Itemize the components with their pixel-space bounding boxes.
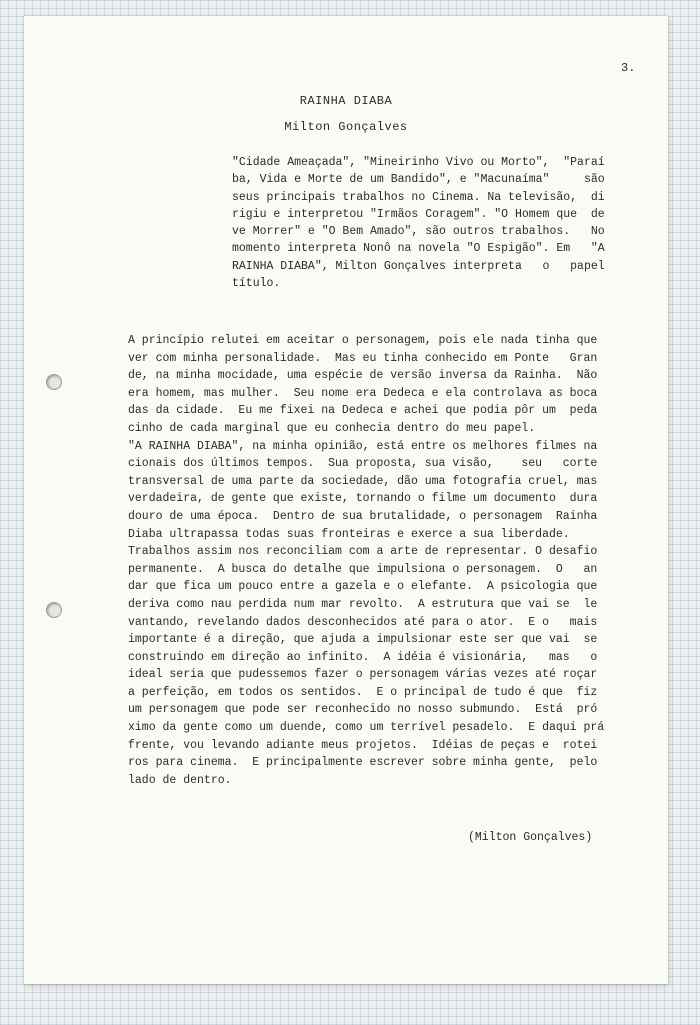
page-number: 3. (621, 61, 636, 75)
punch-hole (46, 602, 62, 618)
author-name: Milton Gonçalves (284, 120, 408, 134)
body-line: a perfeição, em todos os sentidos. E o principal de tudo é que fiz (128, 685, 598, 699)
document-title: RAINHA DIABA (299, 94, 393, 108)
intro-line: "Cidade Ameaçada", "Mineirinho Vivo ou Morto", "Paraí (232, 156, 605, 169)
body-text (128, 332, 638, 789)
body-line: construindo em direção ao infinito. A idéia é visionária, mas o (128, 650, 598, 664)
intro-line: seus principais trabalhos no Cinema. Na televisão, di (232, 190, 605, 204)
body-line: importante é a direção, que ajuda a impulsionar este ser que vai se (128, 633, 598, 647)
intro-paragraph (232, 154, 632, 292)
body-line: de, na minha mocidade, uma espécie de versão inversa da Rainha. Não (128, 369, 598, 383)
body-line: douro de uma época. Dentro de sua brutalidade, o personagem Rainha (128, 509, 598, 523)
body-line: transversal de uma parte da sociedade, dão uma fotografia cruel, mas (128, 474, 598, 488)
intro-line: título. (232, 277, 281, 291)
body-line: Diaba ultrapassa todas suas fronteiras e exerce a sua liberdade. (128, 527, 570, 541)
body-line: deriva como nau perdida num mar revolto. A estrutura que vai se le (128, 597, 598, 611)
punch-hole (46, 374, 62, 390)
body-line: ideal seria que pudessemos fazer o personagem várias vezes até roçar (128, 668, 598, 682)
body-line: Trabalhos assim nos reconciliam com a arte de representar. O desafio (128, 545, 598, 559)
body-line: ximo da gente como um duende, como um terrível pesadelo. E daqui prá (128, 721, 605, 735)
body-line: cionais dos últimos tempos. Sua proposta, sua visão, seu corte (128, 457, 598, 471)
intro-line: RAINHA DIABA", Milton Gonçalves interpreta o papel (232, 259, 605, 273)
body-line: dar que fica um pouco entre a gazela e o elefante. A psicologia que (128, 580, 598, 594)
intro-line: momento interpreta Nonô na novela "O Espigão". Em "A (232, 242, 605, 256)
intro-line: ba, Vida e Morte de um Bandido", e "Macunaíma" são (232, 173, 605, 187)
body-line: ver com minha personalidade. Mas eu tinha conhecido em Ponte Gran (128, 351, 598, 365)
body-line: vantando, revelando dados desconhecidos até para o ator. E o mais (128, 615, 598, 629)
body-line: cinho de cada marginal que eu conhecia dentro do meu papel. (128, 421, 536, 435)
body-line: frente, vou levando adiante meus projetos. Idéias de peças e rotei (128, 738, 598, 752)
body-line: "A RAINHA DIABA", na minha opinião, está entre os melhores filmes na (128, 439, 598, 453)
intro-line: ve Morrer" e "O Bem Amado", são outros trabalhos. No (232, 225, 605, 239)
body-line: ros para cinema. E principalmente escrever sobre minha gente, pelo (128, 756, 598, 770)
signature: (Milton Gonçalves) (468, 831, 593, 844)
body-line: lado de dentro. (128, 773, 232, 787)
intro-line: rigiu e interpretou "Irmãos Coragem". "O Homem que de (232, 207, 605, 221)
body-line: verdadeira, de gente que existe, tornando o filme um documento dura (128, 492, 598, 506)
body-line: permanente. A busca do detalhe que impulsiona o personagem. O an (128, 562, 598, 576)
body-line: era homem, mas mulher. Seu nome era Dedeca e ela controlava as boca (128, 386, 598, 400)
body-line: um personagem que pode ser reconhecido no nosso submundo. Está pró (128, 703, 598, 717)
body-line: A princípio relutei em aceitar o personagem, pois ele nada tinha que (128, 334, 598, 347)
document-page (24, 16, 668, 984)
body-line: das da cidade. Eu me fixei na Dedeca e achei que podia pôr um peda (128, 404, 598, 418)
